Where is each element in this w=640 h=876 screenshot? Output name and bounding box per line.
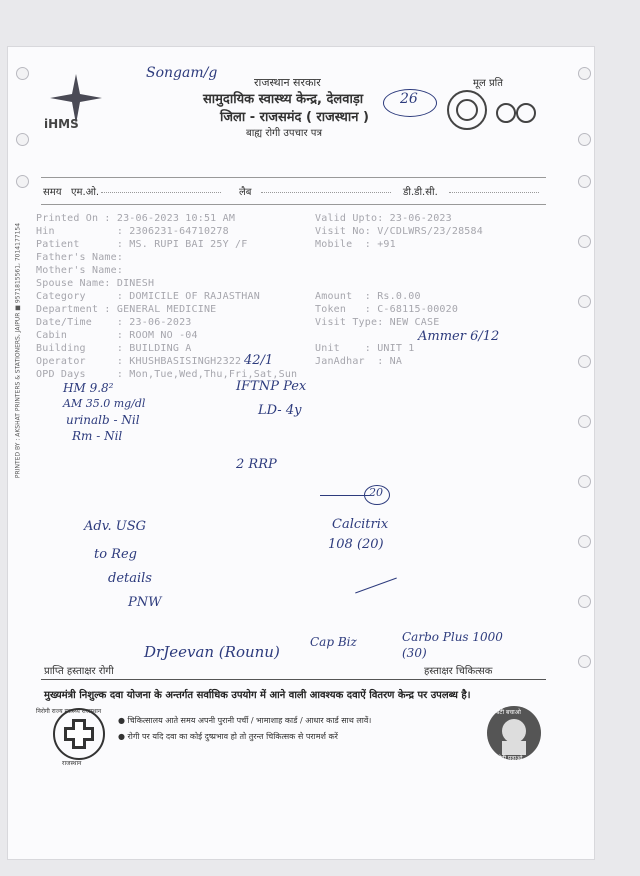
punch-hole xyxy=(578,235,591,248)
handwritten-adv: Adv. USG xyxy=(84,519,147,534)
field-unit: Unit : UNIT 1 xyxy=(315,343,415,354)
opd-slip xyxy=(7,46,595,860)
handwritten-mid5: 20 xyxy=(369,486,383,499)
field-visit-no: Visit No: V/CDLWRS/23/28584 xyxy=(315,226,483,237)
field-opd-days: OPD Days : Mon,Tue,Wed,Thu,Fri,Sat,Sun xyxy=(36,369,298,380)
field-operator: Operator : KHUSHBASISINGH2322 xyxy=(36,356,242,367)
handwritten-mid7: 108 (20) xyxy=(328,537,384,552)
nhm-logo-icon xyxy=(446,89,546,131)
bullet-2: ● रोगी पर यदि दवा का कोई दुष्प्रभाव हो तो तुरन्त चिकित्सक से परामर्श करें xyxy=(118,732,338,741)
handwritten-mid6: Calcitrix xyxy=(332,517,389,532)
doctor-signature-label: हस्ताक्षर चिकित्सक xyxy=(424,666,493,677)
handwritten-mid3: LD- 4y xyxy=(258,403,302,418)
field-printed-on: Printed On : 23-06-2023 10:51 AM xyxy=(36,213,236,224)
field-valid-upto: Valid Upto: 23-06-2023 xyxy=(315,213,452,224)
handwritten-mid4: 2 RRP xyxy=(236,457,277,472)
printer-strip: PRINTED BY : AKSHAT PRINTERS & STATIONERS, JAIPUR ■ 9571815561, 7014177154 xyxy=(14,222,22,479)
scheme-notice: मुख्यमंत्री निशुल्क दवा योजना के अन्तर्गत सर्वाधिक उपयोग में आने वाली आवश्यक दवाऐं वितरण केन्द्र पर उपलब्ध है। xyxy=(44,690,471,701)
punch-hole xyxy=(578,535,591,548)
left-logo-top: निरोगी राज्य स्वास्थ्य राजस्थान xyxy=(36,708,102,715)
punch-hole xyxy=(578,475,591,488)
handwritten-sugar: AM 35.0 mg/dl xyxy=(63,397,146,410)
left-logo-bottom: राजस्थान xyxy=(62,760,82,767)
handwritten-note-right: Ammer 6/12 xyxy=(418,329,500,344)
district-name: जिला - राजसमंद ( राजस्थान ) xyxy=(220,110,369,125)
field-patient: Patient : MS. RUPI BAI 25Y /F xyxy=(36,239,248,250)
handwritten-cap: Cap Biz xyxy=(310,635,357,649)
time-label: समय xyxy=(43,187,62,198)
field-mother: Mother's Name: xyxy=(36,265,124,276)
logo-text: iHMS xyxy=(44,117,79,131)
patient-signature-label: प्राप्ति हस्ताक्षर रोगी xyxy=(44,666,114,677)
handwritten-mid2: IFTNP Pex xyxy=(236,379,307,394)
ink-tick xyxy=(355,578,397,594)
form-name: बाह्य रोगी उपचार पत्र xyxy=(246,128,322,139)
divider xyxy=(41,679,546,680)
punch-hole xyxy=(578,415,591,428)
govt-title: राजस्थान सरकार xyxy=(254,76,321,89)
field-spouse: Spouse Name: DINESH xyxy=(36,278,155,289)
punch-hole xyxy=(578,67,591,80)
punch-hole xyxy=(578,295,591,308)
rajasthan-health-logo-icon xyxy=(52,707,106,761)
handwritten-carbo: Carbo Plus 1000 (30) xyxy=(402,630,503,660)
field-department: Department : GENERAL MEDICINE xyxy=(36,304,217,315)
field-token: Token : C-68115-00020 xyxy=(315,304,459,315)
info-bar xyxy=(41,177,546,205)
handwritten-mid1: 42/1 xyxy=(244,353,274,368)
field-cabin: Cabin : ROOM NO -04 xyxy=(36,330,198,341)
punch-hole xyxy=(16,67,29,80)
punch-hole xyxy=(578,355,591,368)
field-visit-type: Visit Type: NEW CASE xyxy=(315,317,440,328)
punch-hole xyxy=(578,655,591,668)
copy-label: मूल प्रति xyxy=(473,78,503,89)
field-hin: Hin : 2306231-64710278 xyxy=(36,226,229,237)
ink-line xyxy=(320,495,370,496)
lab-label: लैब xyxy=(239,187,252,198)
handwritten-rm: Rm - Nil xyxy=(72,429,123,443)
handwritten-signature: DrJeevan (Rounu) xyxy=(144,643,280,661)
hospital-name: सामुदायिक स्वास्थ्य केन्द्र, देलवाड़ा xyxy=(203,92,364,107)
field-father: Father's Name: xyxy=(36,252,124,263)
bullet-1: ● चिकित्सालय आते समय अपनी पुरानी पर्ची / भामाशाह कार्ड / आधार कार्ड साथ लावें। xyxy=(118,716,372,725)
field-amount: Amount : Rs.0.00 xyxy=(315,291,421,302)
handwritten-urine: urinalb - Nil xyxy=(66,413,140,427)
field-building: Building : BUILDING A xyxy=(36,343,192,354)
field-category: Category : DOMICILE OF RAJASTHAN xyxy=(36,291,260,302)
handwritten-pnw: PNW xyxy=(128,595,162,610)
handwritten-details: details xyxy=(108,571,152,586)
field-datetime: Date/Time : 23-06-2023 xyxy=(36,317,192,328)
handwritten-hb: HM 9.8² xyxy=(63,381,114,395)
right-logo-bottom: बेटी पढ़ाओ xyxy=(498,755,523,762)
punch-hole xyxy=(578,133,591,146)
mo-label: एम.ओ. xyxy=(71,187,100,198)
punch-hole xyxy=(578,175,591,188)
ddc-label: डी.डी.सी. xyxy=(403,187,438,198)
handwritten-top-note: Songam/g xyxy=(146,65,218,81)
right-logo-top: बेटी बचाओ xyxy=(496,709,521,716)
field-janadhar: JanAdhar : NA xyxy=(315,356,403,367)
handwritten-number: 26 xyxy=(400,91,418,107)
punch-hole xyxy=(578,595,591,608)
field-mobile: Mobile : +91 xyxy=(315,239,396,250)
handwritten-reg: to Reg xyxy=(94,547,137,562)
